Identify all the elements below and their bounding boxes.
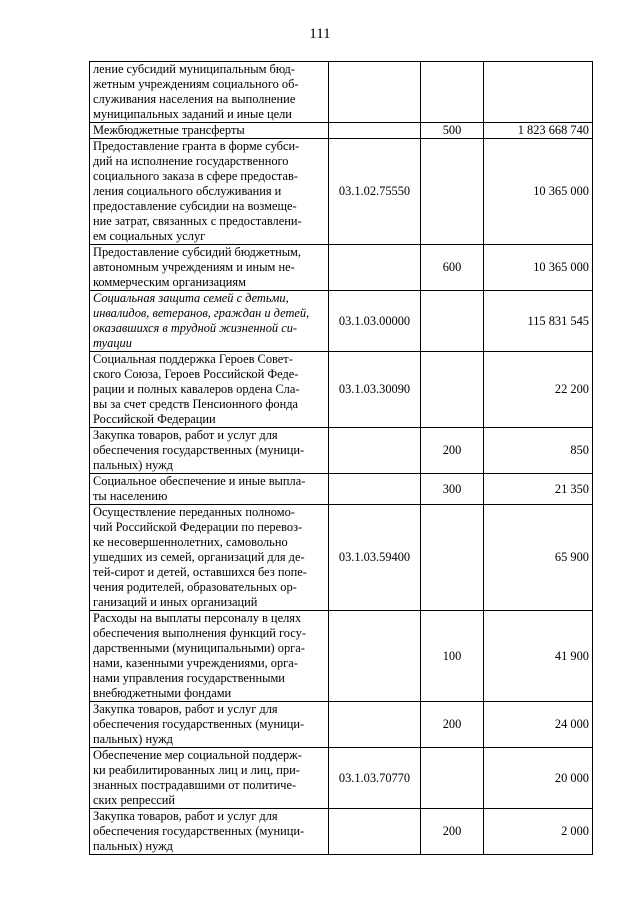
row-expense-type-cell: 100 <box>421 611 484 702</box>
row-code-cell <box>329 428 421 474</box>
table-row <box>90 245 593 291</box>
table-row <box>90 505 593 611</box>
row-name-cell: ление субсидий муниципальным бюд- жетным учреждениям социального об- служивания населения на выполнение муниципальных заданий и иные цели <box>90 62 329 123</box>
row-code-cell: 03.1.03.30090 <box>329 352 421 428</box>
row-code-cell: 03.1.02.75550 <box>329 139 421 245</box>
row-code-cell <box>329 702 421 748</box>
row-expense-type-cell: 600 <box>421 245 484 291</box>
row-expense-type-cell <box>421 748 484 809</box>
page-number: 111 <box>309 26 331 42</box>
table-row <box>90 62 593 123</box>
row-expense-type-cell: 200 <box>421 809 484 855</box>
table-row <box>90 702 593 748</box>
row-name-cell: Социальная поддержка Героев Совет- ского Союза, Героев Российской Феде- рации и полных кавалеров ордена Сла- вы за счет средств Пенсионного фонда Российской Федерации <box>90 352 329 428</box>
row-amount-cell: 41 900 <box>484 611 593 702</box>
row-code-cell <box>329 62 421 123</box>
row-amount-cell: 20 000 <box>484 748 593 809</box>
row-amount-cell: 1 823 668 740 <box>484 123 593 139</box>
row-name-cell: Закупка товаров, работ и услуг для обеспечения государственных (муници- пальных) нужд <box>90 809 329 855</box>
row-expense-type-cell <box>421 505 484 611</box>
row-expense-type-cell: 200 <box>421 428 484 474</box>
row-amount-cell: 850 <box>484 428 593 474</box>
table-row <box>90 809 593 855</box>
row-code-cell <box>329 611 421 702</box>
table-row <box>90 428 593 474</box>
table-row <box>90 291 593 352</box>
row-name-cell: Закупка товаров, работ и услуг для обеспечения государственных (муници- пальных) нужд <box>90 702 329 748</box>
row-amount-cell: 24 000 <box>484 702 593 748</box>
row-code-cell: 03.1.03.70770 <box>329 748 421 809</box>
row-name-cell: Социальная защита семей с детьми, инвалидов, ветеранов, граждан и детей, оказавшихся в трудной жизненной си- туации <box>90 291 329 352</box>
budget-table <box>89 61 593 855</box>
table-row <box>90 474 593 505</box>
budget-table-body <box>90 62 593 855</box>
row-code-cell: 03.1.03.00000 <box>329 291 421 352</box>
row-amount-cell: 10 365 000 <box>484 139 593 245</box>
row-code-cell <box>329 809 421 855</box>
row-amount-cell: 21 350 <box>484 474 593 505</box>
row-expense-type-cell <box>421 352 484 428</box>
row-name-cell: Осуществление переданных полномо- чий Российской Федерации по перевоз- ке несовершеннолетних, самовольно ушедших из семей, организаций для де- тей-сирот и детей, оставшихся без попе- чения родителей, образовательных ор- ганизаций и иных организаций <box>90 505 329 611</box>
row-expense-type-cell <box>421 62 484 123</box>
table-row <box>90 748 593 809</box>
row-expense-type-cell <box>421 291 484 352</box>
row-code-cell <box>329 123 421 139</box>
row-name-cell: Предоставление субсидий бюджетным, автономным учреждениям и иным не- коммерческим организациям <box>90 245 329 291</box>
row-name-cell: Предоставление гранта в форме субси- дий на исполнение государственного социального заказа в сфере предостав- ления социального обслуживания и предоставление субсидии на возмеще- ние затрат, связанных с предоставлени- ем социальных услуг <box>90 139 329 245</box>
table-row <box>90 611 593 702</box>
row-expense-type-cell <box>421 139 484 245</box>
row-code-cell <box>329 474 421 505</box>
row-expense-type-cell: 500 <box>421 123 484 139</box>
row-code-cell <box>329 245 421 291</box>
table-row <box>90 123 593 139</box>
row-name-cell: Закупка товаров, работ и услуг для обеспечения государственных (муници- пальных) нужд <box>90 428 329 474</box>
row-amount-cell: 2 000 <box>484 809 593 855</box>
row-name-cell: Межбюджетные трансферты <box>90 123 329 139</box>
row-expense-type-cell: 200 <box>421 702 484 748</box>
row-amount-cell: 22 200 <box>484 352 593 428</box>
row-name-cell: Социальное обеспечение и иные выпла- ты населению <box>90 474 329 505</box>
row-name-cell: Расходы на выплаты персоналу в целях обеспечения выполнения функций госу- дарственными (муниципальными) орга- нами, казенными учреждениями, орга- нами управления государственными внебюджетными фондами <box>90 611 329 702</box>
row-amount-cell: 115 831 545 <box>484 291 593 352</box>
row-code-cell: 03.1.03.59400 <box>329 505 421 611</box>
table-row <box>90 352 593 428</box>
row-expense-type-cell: 300 <box>421 474 484 505</box>
row-amount-cell: 10 365 000 <box>484 245 593 291</box>
row-amount-cell: 65 900 <box>484 505 593 611</box>
row-name-cell: Обеспечение мер социальной поддерж- ки реабилитированных лиц и лиц, при- знанных пострадавшими от политиче- ских репрессий <box>90 748 329 809</box>
row-amount-cell <box>484 62 593 123</box>
table-row <box>90 139 593 245</box>
